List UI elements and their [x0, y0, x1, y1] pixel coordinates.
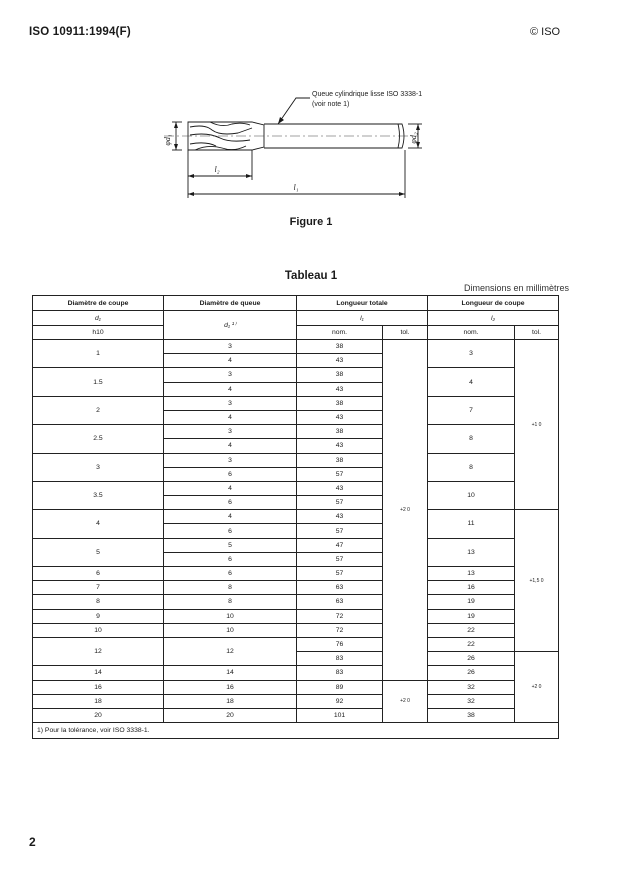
header-total-length: Longueur totale	[297, 296, 428, 311]
table-row	[33, 666, 559, 680]
cell-d1: 10	[33, 623, 164, 637]
cell-d2: 4	[164, 481, 297, 495]
cell-l1-nom: 38	[297, 425, 383, 439]
table-row	[33, 581, 559, 595]
cell-d1: 18	[33, 694, 164, 708]
cell-d2: 20	[164, 708, 297, 722]
cell-l2-nom: 7	[428, 396, 515, 424]
cell-d1: 4	[33, 510, 164, 538]
l2-tol-header: tol.	[515, 326, 559, 340]
dimensions-table	[32, 295, 559, 739]
cell-l1-nom: 38	[297, 368, 383, 382]
cell-d2: 6	[164, 524, 297, 538]
dim-d2-label: φd₂	[409, 132, 418, 144]
table-row	[33, 396, 559, 410]
cell-d2: 6	[164, 567, 297, 581]
cell-l2-nom: 8	[428, 453, 515, 481]
table-row	[33, 481, 559, 495]
cell-d1: 5	[33, 538, 164, 566]
dim-l2-label: l₂	[214, 165, 220, 174]
cell-d1: 6	[33, 567, 164, 581]
cell-l1-nom: 63	[297, 581, 383, 595]
cell-l1-nom: 72	[297, 609, 383, 623]
symbol-d2: d₁ ¹⁾	[164, 311, 297, 340]
cell-l2-nom: 19	[428, 609, 515, 623]
cell-d2: 8	[164, 595, 297, 609]
table-row	[33, 680, 559, 694]
cell-l2-nom: 4	[428, 368, 515, 396]
cell-d2: 14	[164, 666, 297, 680]
symbol-l2: l₂	[428, 311, 559, 326]
cell-d2: 10	[164, 609, 297, 623]
copyright-mark: © ISO	[530, 26, 561, 38]
cell-d1: 1.5	[33, 368, 164, 396]
cell-d1: 2.5	[33, 425, 164, 453]
cell-d1: 3.5	[33, 481, 164, 509]
figure-caption: Figure 1	[289, 216, 333, 228]
cell-l2-nom: 11	[428, 510, 515, 538]
table-row	[33, 694, 559, 708]
cell-d2: 6	[164, 467, 297, 481]
cell-l2-nom: 8	[428, 425, 515, 453]
table-row	[33, 425, 559, 439]
cell-l2-nom: 19	[428, 595, 515, 609]
cell-d1: 7	[33, 581, 164, 595]
callout-line-1: Queue cylindrique lisse ISO 3338-1	[312, 91, 423, 98]
cell-d2: 18	[164, 694, 297, 708]
table-row	[33, 368, 559, 382]
table-row	[33, 609, 559, 623]
cell-l1-nom: 57	[297, 567, 383, 581]
cell-l2-nom: 26	[428, 666, 515, 680]
symbol-d1: d₁	[33, 311, 164, 326]
cell-l2-nom: 13	[428, 538, 515, 566]
symbol-l1: l₁	[297, 311, 428, 326]
table-row	[33, 595, 559, 609]
cell-l1-nom: 76	[297, 637, 383, 651]
cell-d2: 3	[164, 453, 297, 467]
cell-d2: 12	[164, 637, 297, 665]
cell-l2-nom: 22	[428, 623, 515, 637]
table-row	[33, 637, 559, 651]
cell-d2: 10	[164, 623, 297, 637]
header-cutting-length: Longueur de coupe	[428, 296, 559, 311]
cell-l2-nom: 3	[428, 340, 515, 368]
standard-number: ISO 10911:1994(F)	[29, 26, 131, 38]
table-row	[33, 340, 559, 354]
cell-l1-nom: 47	[297, 538, 383, 552]
table-title: Tableau 1	[284, 270, 338, 282]
table-footnote: 1) Pour la tolérance, voir ISO 3338-1.	[33, 723, 559, 739]
cell-d2: 3	[164, 368, 297, 382]
cell-l1-nom: 57	[297, 467, 383, 481]
cell-l2-nom: 22	[428, 637, 515, 651]
cell-l1-nom: 57	[297, 524, 383, 538]
cell-l1-nom: 38	[297, 396, 383, 410]
l2-nom-header: nom.	[428, 326, 515, 340]
cell-l2-tol: +1 0	[515, 340, 559, 510]
callout-line-2: (voir note 1)	[312, 101, 350, 108]
dim-d1-label: φd₁	[163, 134, 172, 146]
cell-l1-nom: 38	[297, 453, 383, 467]
cell-l1-nom: 43	[297, 410, 383, 424]
end-mill-drawing	[150, 80, 450, 205]
l1-nom-header: nom.	[297, 326, 383, 340]
cell-d1: 16	[33, 680, 164, 694]
cell-d1: 20	[33, 708, 164, 722]
table-row	[33, 708, 559, 722]
cell-d2: 4	[164, 382, 297, 396]
cell-d2: 4	[164, 354, 297, 368]
cell-l1-nom: 83	[297, 666, 383, 680]
cell-l1-nom: 57	[297, 552, 383, 566]
cell-d2: 3	[164, 425, 297, 439]
header-cutting-diameter: Diamètre de coupe	[33, 296, 164, 311]
cell-l2-nom: 26	[428, 652, 515, 666]
tolerance-class: h10	[33, 326, 164, 340]
table-row	[33, 453, 559, 467]
cell-l1-nom: 43	[297, 439, 383, 453]
cell-d2: 4	[164, 510, 297, 524]
cell-l2-nom: 13	[428, 567, 515, 581]
l1-tol-header: tol.	[383, 326, 428, 340]
cell-l1-nom: 57	[297, 496, 383, 510]
cell-l1-nom: 43	[297, 510, 383, 524]
cell-d1: 12	[33, 637, 164, 665]
cell-l2-nom: 32	[428, 680, 515, 694]
table-row	[33, 538, 559, 552]
cell-d2: 3	[164, 396, 297, 410]
cell-d2: 8	[164, 581, 297, 595]
cell-l2-nom: 10	[428, 481, 515, 509]
cell-l2-nom: 38	[428, 708, 515, 722]
table-row	[33, 567, 559, 581]
cell-l2-nom: 32	[428, 694, 515, 708]
cell-d1: 8	[33, 595, 164, 609]
page-number: 2	[29, 835, 36, 849]
cell-d1: 9	[33, 609, 164, 623]
cell-l1-nom: 43	[297, 382, 383, 396]
cell-l2-nom: 16	[428, 581, 515, 595]
cell-d2: 4	[164, 410, 297, 424]
cell-d1: 3	[33, 453, 164, 481]
cell-l1-nom: 63	[297, 595, 383, 609]
cell-l1-nom: 72	[297, 623, 383, 637]
cell-l1-nom: 101	[297, 708, 383, 722]
cell-d1: 14	[33, 666, 164, 680]
cell-l1-nom: 43	[297, 481, 383, 495]
cell-l1-nom: 92	[297, 694, 383, 708]
cell-l1-nom: 38	[297, 340, 383, 354]
cell-l2-tol: +1,5 0	[515, 510, 559, 652]
cell-l1-nom: 89	[297, 680, 383, 694]
cell-l1-tol: +2 0	[383, 340, 428, 681]
cell-d2: 6	[164, 496, 297, 510]
cell-l1-nom: 83	[297, 652, 383, 666]
cell-d2: 3	[164, 340, 297, 354]
header-shank-diameter: Diamètre de queue	[164, 296, 297, 311]
cell-l1-tol: +2 0	[383, 680, 428, 723]
table-row	[33, 510, 559, 524]
cell-d2: 6	[164, 552, 297, 566]
dimensions-note: Dimensions en millimètres	[464, 283, 570, 293]
table-row	[33, 623, 559, 637]
dim-l1-label: l₁	[293, 183, 299, 192]
cell-d1: 1	[33, 340, 164, 368]
cell-d2: 5	[164, 538, 297, 552]
cell-l2-tol: +2 0	[515, 652, 559, 723]
cell-d2: 4	[164, 439, 297, 453]
cell-d2: 16	[164, 680, 297, 694]
cell-d1: 2	[33, 396, 164, 424]
cell-l1-nom: 43	[297, 354, 383, 368]
